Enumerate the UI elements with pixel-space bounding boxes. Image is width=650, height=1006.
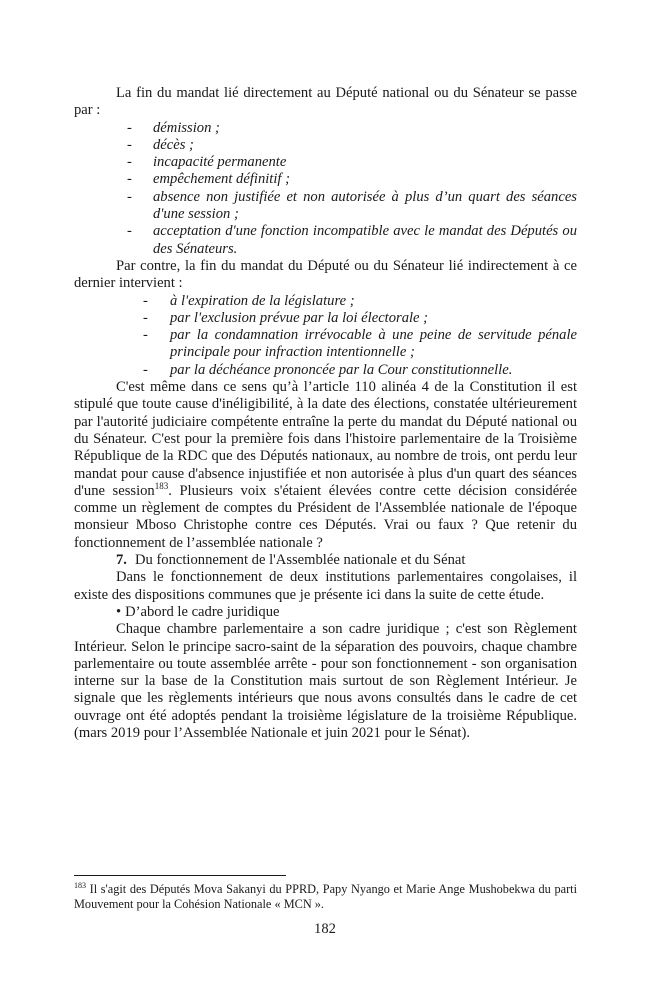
footnote-text: Il s'agit des Députés Mova Sakanyi du PPRD, Papy Nyango et Marie Ange Mushobekwa du parti Mouvement pour la Cohésion Nationale « MCN ». bbox=[74, 882, 577, 912]
list-item: - par l'exclusion prévue par la loi électorale ; bbox=[143, 309, 429, 326]
paragraph-mandate-end-indirect: Par contre, la fin du mandat du Député ou du Sénateur lié indirectement à ce dernier intervient : bbox=[74, 257, 577, 292]
footnote bbox=[74, 882, 577, 913]
bullet-heading-text: D’abord le cadre juridique bbox=[125, 603, 280, 620]
bullet-icon: • bbox=[116, 603, 122, 620]
list-marker: - bbox=[127, 119, 132, 136]
list-marker: - bbox=[143, 309, 148, 326]
list-marker: - bbox=[143, 327, 148, 344]
list-marker: - bbox=[127, 188, 132, 205]
list-item: - incapacité permanente bbox=[127, 154, 287, 171]
list-item: - acceptation d'une fonction incompatible avec le mandat des Députés ou des Sénateurs. bbox=[127, 223, 577, 257]
paragraph-constitution-article: C'est même dans ce sens qu’à l’article 110 alinéa 4 de la Constitution il est stipulé que toute cause d'inéligibilité, à la date des élections, constatée ultérieurement par l'autorité judiciaire compétente entraîne la perte du mandat du Député national ou du Sénateur. C'est pour la première fois dans l'histoire parlementaire de la Troisième République de la RDC que des Députés nationaux, au nombre de trois, ont perdu leur mandat pour cause d'absence injustifiée et non autorisée à plus d'un quart des séances d'une session$^{183}$. Plusieurs voix s'étaient élevées contre cette décision considérée comme un règlement de comptes du Président de l'Assemblée nationale de l'époque monsieur Mboso Christophe contre ces Députés. Vrai ou faux ? Que retenir du fonctionnement de l’assemblée nationale ? bbox=[74, 379, 577, 551]
list-item: - à l'expiration de la législature ; bbox=[143, 292, 355, 309]
footnote-divider bbox=[74, 875, 286, 876]
list-marker: - bbox=[127, 136, 132, 153]
footnote-number: 183 bbox=[74, 880, 86, 890]
list-item: - par la condamnation irrévocable à une peine de servitude pénale principale pour infraction intentionnelle ; bbox=[143, 327, 577, 361]
list-marker: - bbox=[143, 361, 148, 378]
main-text bbox=[74, 85, 577, 742]
list-marker: - bbox=[127, 171, 132, 188]
list-marker: - bbox=[127, 154, 132, 171]
list-item: - démission ; bbox=[127, 119, 220, 136]
list-item: - empêchement définitif ; bbox=[127, 171, 290, 188]
paragraph-functioning: Dans le fonctionnement de deux institutions parlementaires congolaises, il existe des dispositions communes que je présente ici dans la suite de cette étude. bbox=[74, 569, 577, 603]
bullet-heading bbox=[74, 604, 577, 621]
list-item: - par la déchéance prononcée par la Cour constitutionnelle. bbox=[143, 361, 513, 378]
section-number: 7. bbox=[116, 552, 127, 569]
page-number: 182 bbox=[314, 921, 336, 937]
section-title: Du fonctionnement de l'Assemblée nationale et du Sénat bbox=[134, 552, 466, 569]
list-item: - absence non justifiée et non autorisée à plus d’un quart des séances d'une session ; bbox=[127, 188, 577, 223]
list-marker: - bbox=[143, 292, 148, 309]
indirect-causes-list bbox=[74, 293, 577, 379]
paragraph-mandate-end-direct: La fin du mandat lié directement au Député national ou du Sénateur se passe par : bbox=[74, 85, 577, 119]
list-item: - décès ; bbox=[127, 136, 194, 153]
list-marker: - bbox=[127, 223, 132, 240]
direct-causes-list bbox=[74, 120, 577, 258]
footnote-reference[interactable]: 183 bbox=[154, 480, 169, 491]
paragraph-legal-framework: Chaque chambre parlementaire a son cadre juridique ; c'est son Règlement Intérieur. Selon le principe sacro-saint de la séparation des pouvoirs, chaque chambre parlementaire ou toute assemblée arrête - pour son fonctionnement - son organisation interne sur la base de la Constitution mais surtout de son Règlement Intérieur. Je signale que les règlements intérieurs que nous avons consultés dans le cadre de cet ouvrage ont été adoptés pendant la troisième législature de la troisième République. (mars 2019 pour l’Assemblée Nationale et juin 2021 pour le Sénat). bbox=[74, 621, 577, 741]
section-heading bbox=[74, 552, 577, 569]
